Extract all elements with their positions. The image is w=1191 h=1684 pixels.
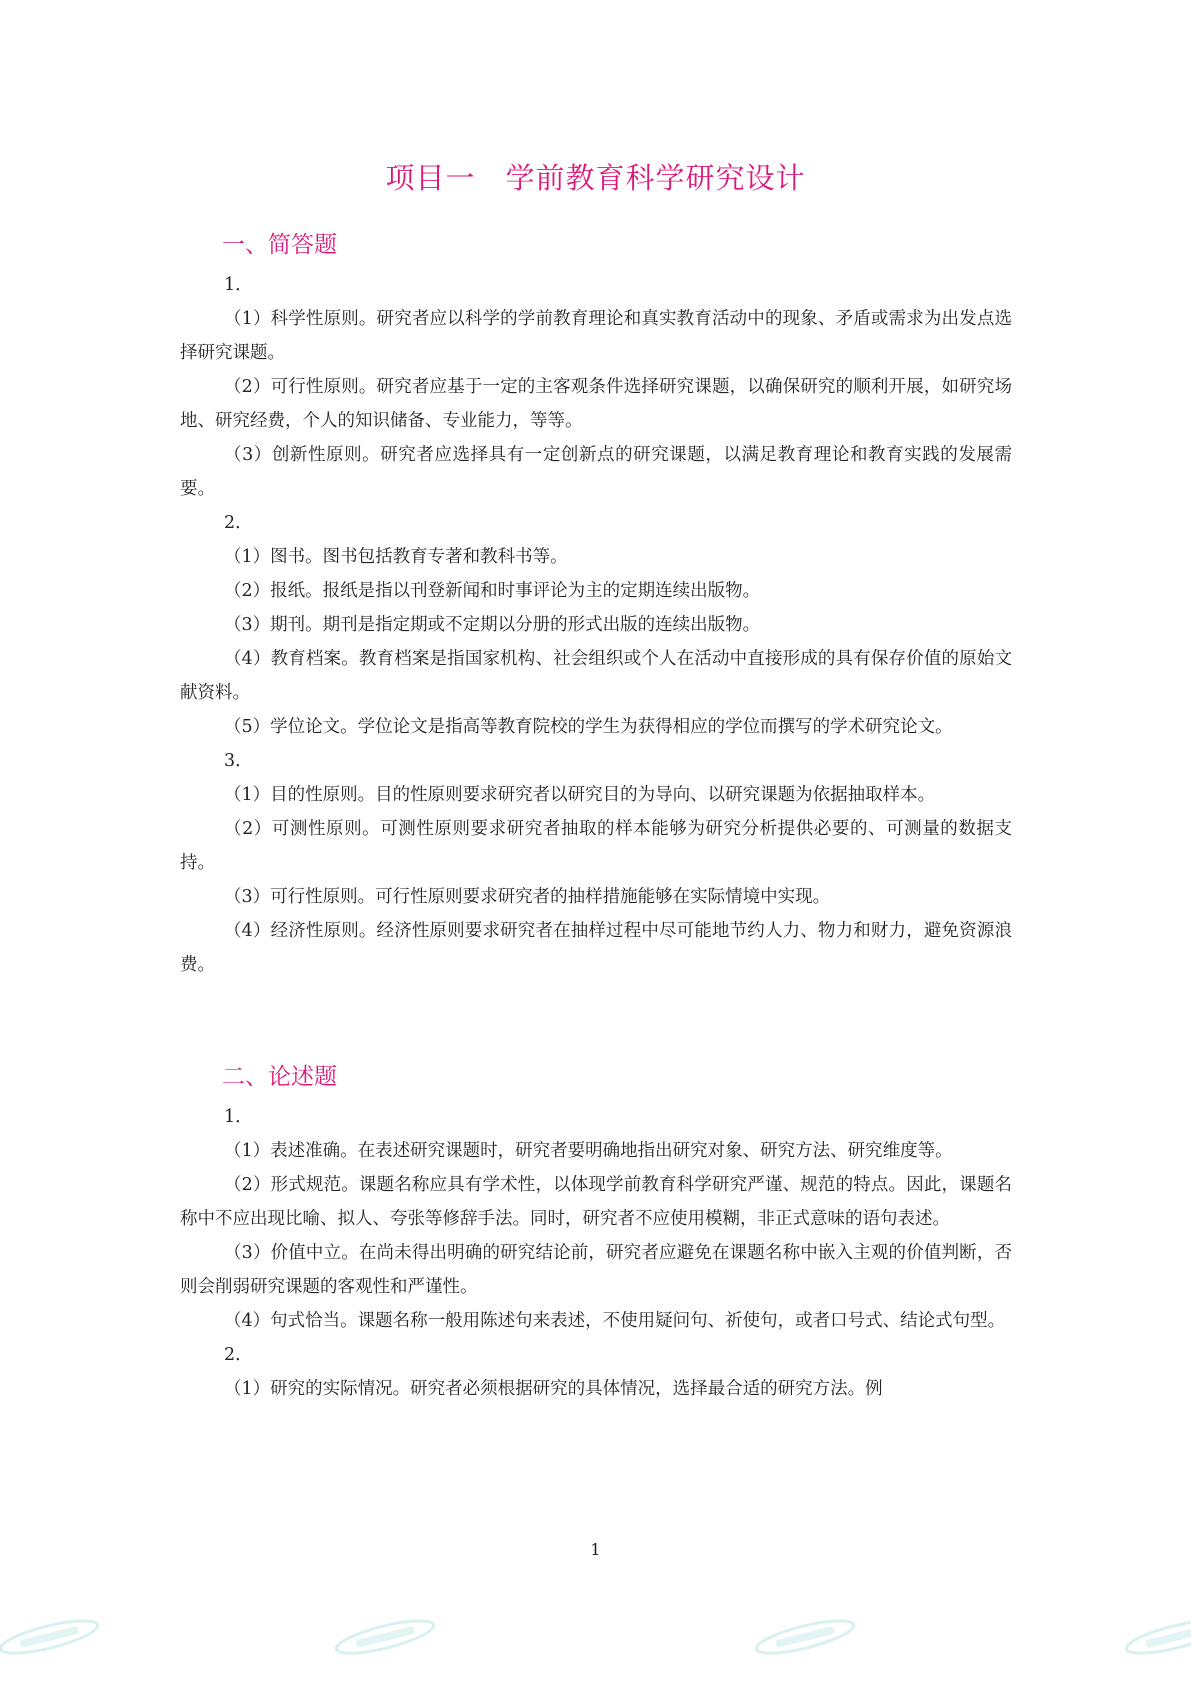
answer-paragraph: （4）经济性原则。经济性原则要求研究者在抽样过程中尽可能地节约人力、物力和财力，避免资源浪费。 [180,921,1012,975]
answer-paragraph: （3）创新性原则。研究者应选择具有一定创新点的研究课题，以满足教育理论和教育实践的发展需要。 [180,445,1012,499]
question-number: 1． [224,1107,253,1127]
watermark-logo [748,1607,863,1667]
question-number: 2． [224,513,253,533]
answer-paragraph: （3）可行性原则。可行性原则要求研究者的抽样措施能够在实际情境中实现。 [224,887,831,907]
answer-paragraph: （1）研究的实际情况。研究者必须根据研究的具体情况，选择最合适的研究方法。例 [224,1379,883,1399]
watermark-logo [328,1607,443,1667]
answer-paragraph: （2）报纸。报纸是指以刊登新闻和时事评论为主的定期连续出版物。 [224,581,761,601]
answer-paragraph: （2）可行性原则。研究者应基于一定的主客观条件选择研究课题，以确保研究的顺利开展，如研究场地、研究经费，个人的知识储备、专业能力，等等。 [180,377,1012,431]
essay-section-body [180,1100,1012,1406]
question-number: 3． [224,751,253,771]
section-heading-essay: 二、论述题 [222,1064,337,1090]
answer-paragraph: （1）科学性原则。研究者应以科学的学前教育理论和真实教育活动中的现象、矛盾或需求为出发点选择研究课题。 [180,309,1012,363]
answer-paragraph: （1）图书。图书包括教育专著和教科书等。 [224,547,568,567]
page-number: 1 [590,1540,601,1559]
question-number: 2． [224,1345,253,1365]
page-title: 项目一 学前教育科学研究设计 [385,161,806,195]
answer-paragraph: （4）教育档案。教育档案是指国家机构、社会组织或个人在活动中直接形成的具有保存价值的原始文献资料。 [180,649,1012,703]
answer-paragraph: （3）价值中立。在尚未得出明确的研究结论前，研究者应避免在课题名称中嵌入主观的价值判断，否则会削弱研究课题的客观性和严谨性。 [180,1243,1012,1297]
answer-paragraph: （1）表述准确。在表述研究课题时，研究者要明确地指出研究对象、研究方法、研究维度等。 [224,1141,953,1161]
question-number: 1． [224,275,253,295]
short-answer-section-body [180,268,1012,982]
answer-paragraph: （5）学位论文。学位论文是指高等教育院校的学生为获得相应的学位而撰写的学术研究论文。 [224,717,953,737]
watermark-logo [1118,1607,1191,1667]
answer-paragraph: （3）期刊。期刊是指定期或不定期以分册的形式出版的连续出版物。 [224,615,761,635]
answer-paragraph: （1）目的性原则。目的性原则要求研究者以研究目的为导向、以研究课题为依据抽取样本。 [224,785,936,805]
answer-paragraph: （2）形式规范。课题名称应具有学术性，以体现学前教育科学研究严谨、规范的特点。因此，课题名称中不应出现比喻、拟人、夸张等修辞手法。同时，研究者不应使用模糊，非正式意味的语句表述。 [180,1175,1012,1229]
section-heading-short-answer: 一、简答题 [222,232,337,258]
answer-paragraph: （4）句式恰当。课题名称一般用陈述句来表述，不使用疑问句、祈使句，或者口号式、结论式句型。 [224,1311,1006,1331]
answer-paragraph: （2）可测性原则。可测性原则要求研究者抽取的样本能够为研究分析提供必要的、可测量的数据支持。 [180,819,1012,873]
watermark-logo [0,1607,106,1667]
